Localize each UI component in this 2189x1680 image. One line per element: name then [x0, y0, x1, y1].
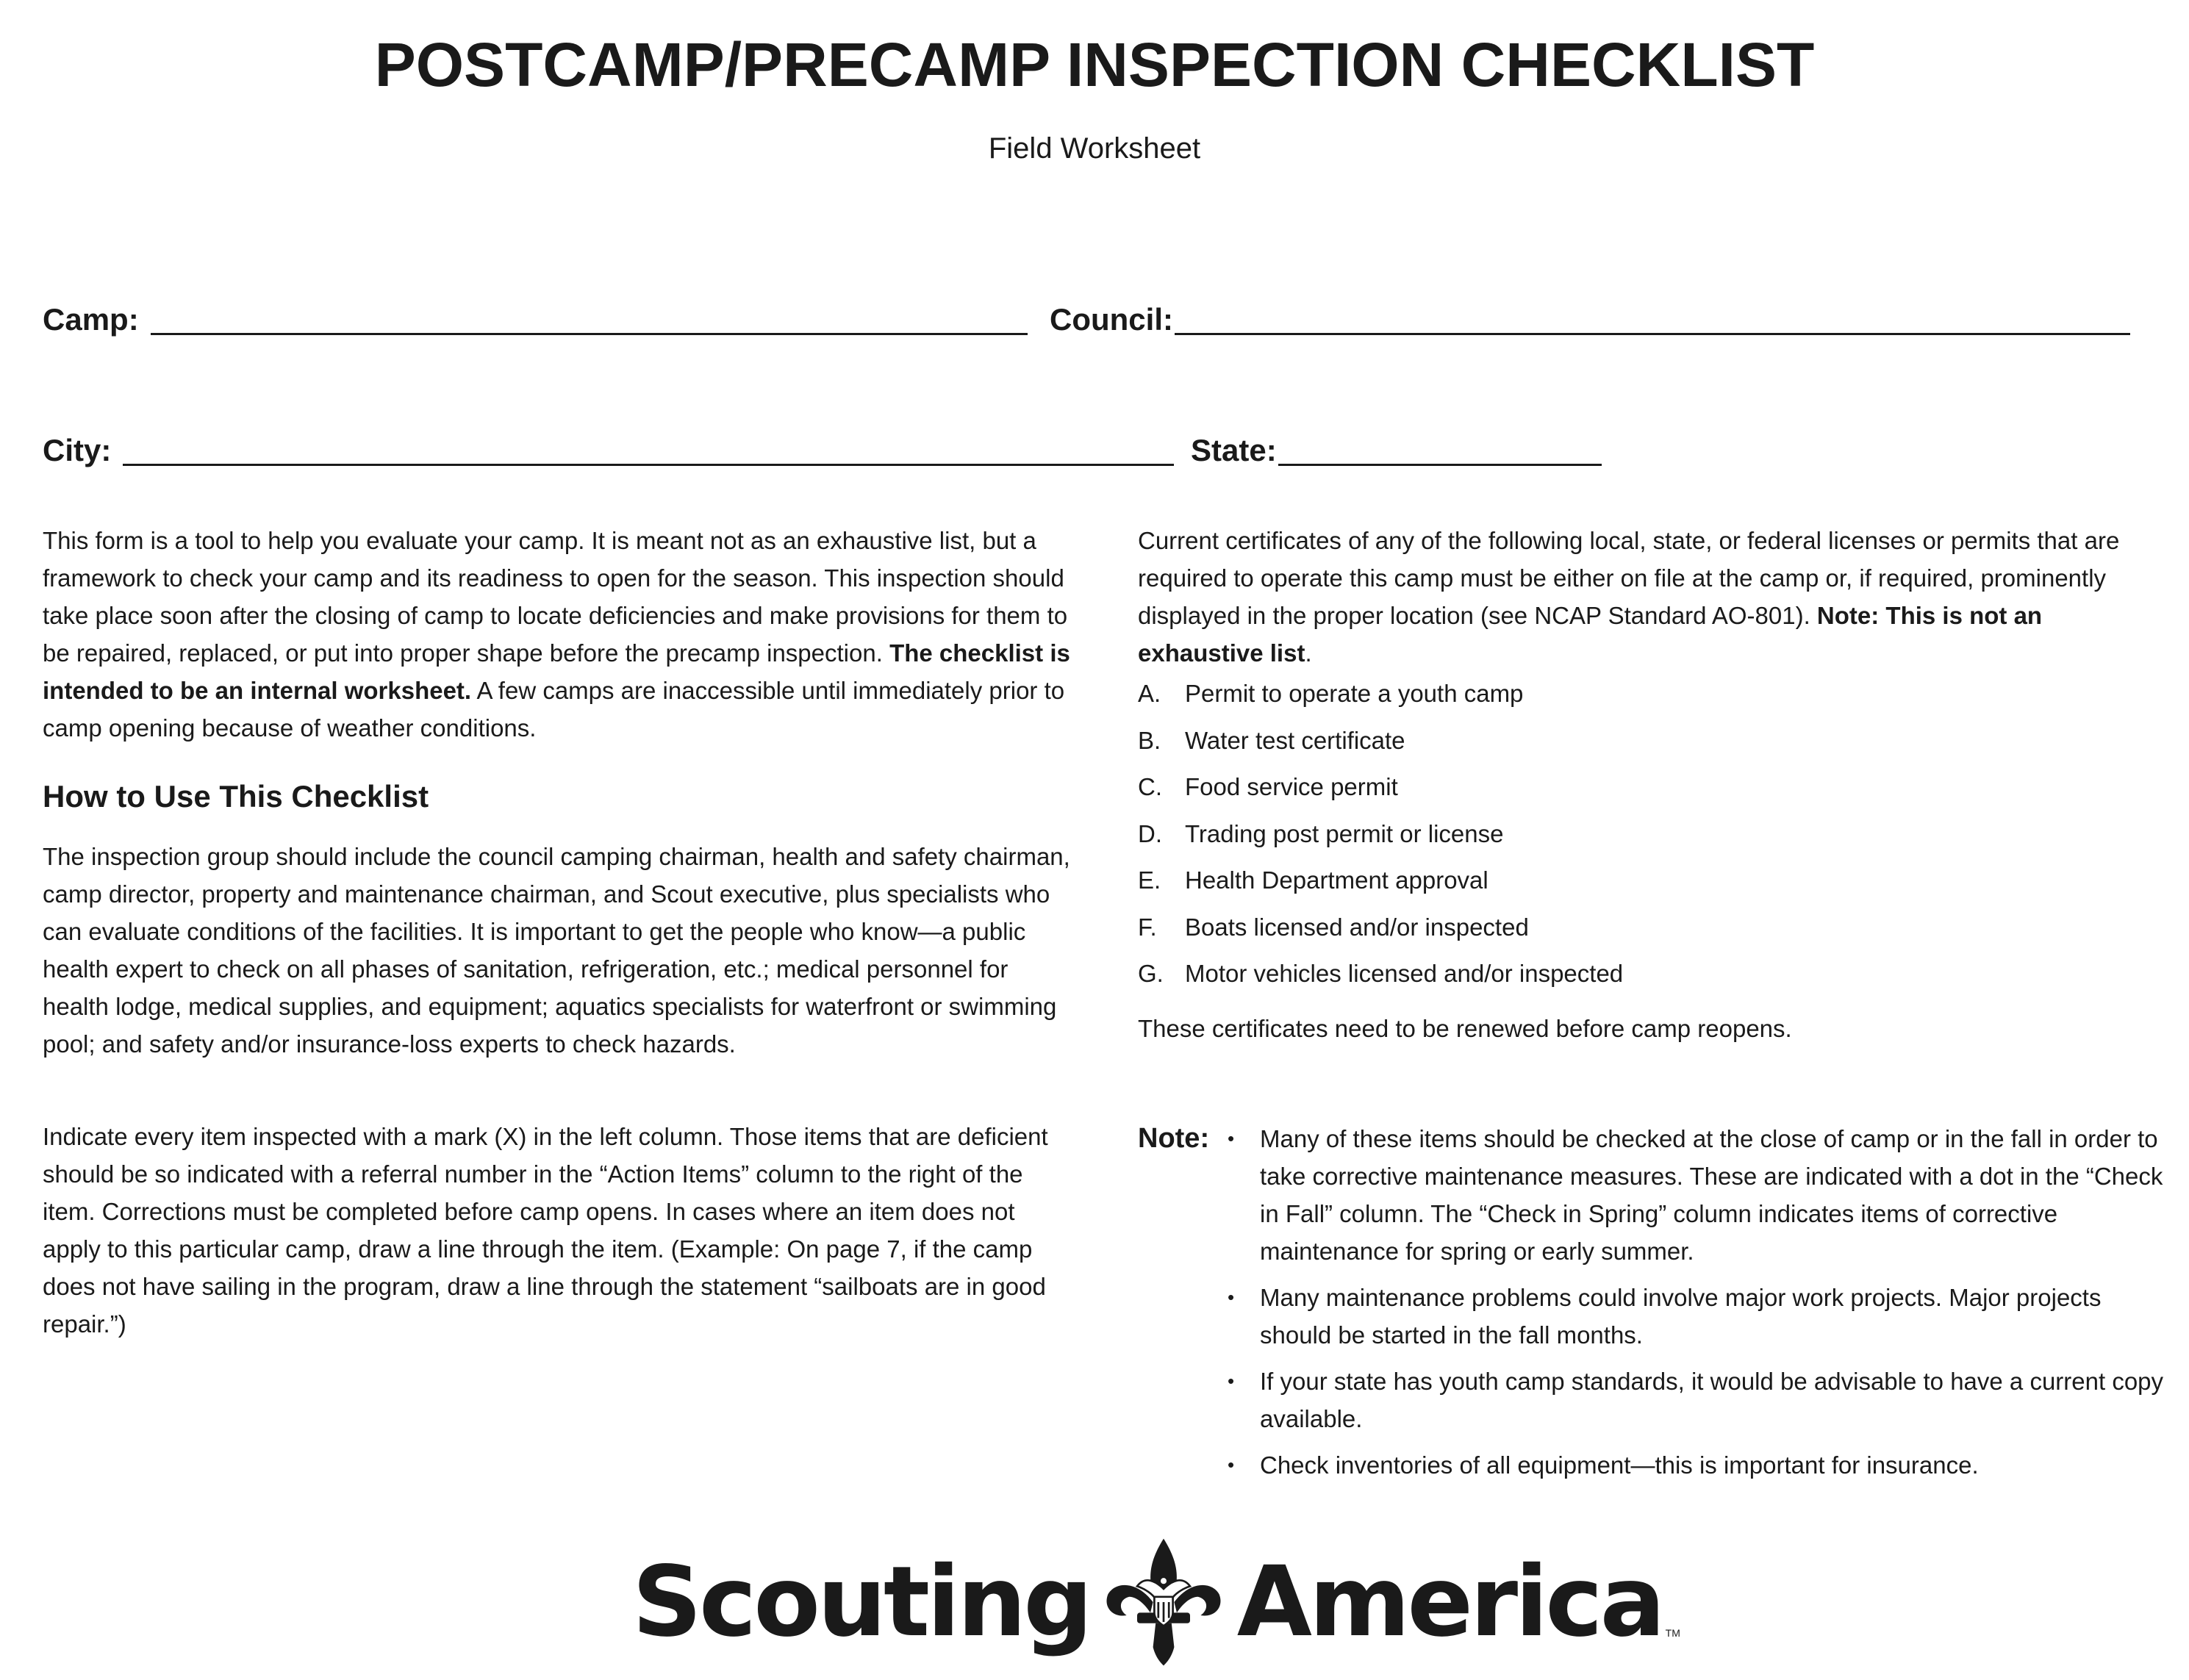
- list-item: [1228, 1279, 2168, 1354]
- camp-label: Camp:: [43, 302, 139, 337]
- list-item-text: If your state has youth camp standards, it would be advisable to have a current copy available.: [1260, 1368, 2164, 1432]
- council-input-line[interactable]: [1175, 326, 2130, 335]
- logo-word-left: Scouting: [632, 1546, 1090, 1659]
- list-item: [1138, 861, 2152, 908]
- list-item: [1138, 768, 2152, 815]
- list-item: [1228, 1446, 2168, 1484]
- page-subtitle: Field Worksheet: [988, 132, 1201, 165]
- list-item-letter: E.: [1138, 866, 1161, 894]
- note-label: Note:: [1138, 1123, 1210, 1154]
- certificates-intro-text: Current certificates of any of the following local, state, or federal licenses or permits that are required to operate this camp must be either on file at the camp or, if required, prominently displayed in the proper location (see NCAP Standard AO-801).: [1138, 527, 2120, 629]
- list-item: [1138, 955, 2152, 1002]
- bullet-icon: •: [1228, 1454, 1235, 1476]
- bullet-icon: •: [1228, 1286, 1235, 1308]
- list-item-text: Many maintenance problems could involve major work projects. Major projects should be started in the fall months.: [1260, 1284, 2102, 1349]
- scouting-america-logo: [632, 1536, 1680, 1668]
- list-item-letter: F.: [1138, 913, 1157, 941]
- state-field: [1191, 425, 1602, 469]
- list-item-letter: G.: [1138, 960, 1164, 987]
- fleur-de-lis-eagle-icon: [1097, 1536, 1230, 1668]
- list-item-letter: A.: [1138, 680, 1161, 707]
- intro-text: This form is a tool to help you evaluate your camp. It is meant not as an exhaustive list, but a framework to check your camp and its readiness to open for the season. This inspection should take place soon after the closing of camp to locate deficiencies and make provisions for them to be repaired, replaced, or put into proper shape before the precamp inspection.: [43, 527, 1068, 667]
- notes-list: [1228, 1120, 2168, 1493]
- list-item: [1138, 815, 2152, 862]
- list-item-letter: D.: [1138, 819, 1162, 847]
- certificates-renewal: These certificates need to be renewed before camp reopens.: [1138, 1015, 1792, 1042]
- how-to-paragraph-1: The inspection group should include the council camping chairman, health and safety chairman, camp director, property and maintenance chairman, and Scout executive, plus specialists who can evaluate conditions of the facilities. It is important to get the people who know—a public health expert to check on all phases of sanitation, refrigeration, etc.; medical personnel for health lodge, medical supplies, and equipment; aquatics specialists for waterfront or swimming pool; and safety and/or insurance-loss experts to check hazards.: [43, 843, 1070, 1058]
- list-item-text: Many of these items should be checked at the close of camp or in the fall in order to take corrective maintenance measures. These are indicated with a dot in the “Check in Fall” column. The “Check in Spring” column indicates items of corrective maintenance for spring or early summer.: [1260, 1125, 2163, 1265]
- council-field: [1050, 294, 2130, 338]
- intro-text-end: A few camps are inaccessible until immediately prior to camp opening because of weather conditions.: [43, 677, 1065, 742]
- intro-bold-text: The checklist is intended to be an internal worksheet.: [43, 639, 1070, 704]
- list-item-letter: C.: [1138, 773, 1162, 800]
- list-item-text: Food service permit: [1185, 773, 1398, 800]
- list-item: [1228, 1120, 2168, 1270]
- list-item: [1138, 722, 2152, 769]
- list-item-text: Check inventories of all equipment—this is important for insurance.: [1260, 1451, 1979, 1479]
- logo-word-right: America: [1236, 1546, 1663, 1659]
- state-label: State:: [1191, 433, 1277, 467]
- how-to-heading: How to Use This Checklist: [43, 779, 429, 814]
- city-input-line[interactable]: [123, 456, 1174, 466]
- list-item-letter: B.: [1138, 726, 1161, 754]
- list-item-text: Permit to operate a youth camp: [1185, 680, 1524, 707]
- camp-field: [43, 294, 1028, 338]
- list-item: [1138, 675, 2152, 722]
- state-input-line[interactable]: [1278, 456, 1602, 466]
- council-label: Council:: [1050, 302, 1173, 337]
- camp-input-line[interactable]: [151, 326, 1028, 335]
- certificates-intro-end: .: [1305, 639, 1312, 667]
- certificates-intro-bold: Note: This is not an exhaustive list: [1138, 602, 2043, 667]
- page-title: POSTCAMP/PRECAMP INSPECTION CHECKLIST: [374, 30, 1815, 99]
- list-item: [1138, 908, 2152, 955]
- certificates-list: [1138, 675, 2152, 1002]
- list-item: [1228, 1363, 2168, 1437]
- list-item-text: Boats licensed and/or inspected: [1185, 913, 1529, 941]
- list-item-text: Water test certificate: [1185, 726, 1405, 754]
- list-item-text: Trading post permit or license: [1185, 819, 1504, 847]
- bullet-icon: •: [1228, 1370, 1235, 1392]
- city-field: [43, 425, 1175, 469]
- list-item-text: Motor vehicles licensed and/or inspected: [1185, 960, 1624, 987]
- city-label: City:: [43, 433, 112, 467]
- trademark-mark: TM: [1665, 1627, 1680, 1639]
- intro-paragraph: [43, 522, 1081, 747]
- certificates-intro: [1138, 522, 2160, 672]
- list-item-text: Health Department approval: [1185, 866, 1488, 894]
- bullet-icon: •: [1228, 1127, 1235, 1149]
- how-to-paragraph-2: Indicate every item inspected with a mark (X) in the left column. Those items that are deficient should be so indicated with a referral number in the “Action Items” column to the right of the item. Corrections must be completed before camp opens. In cases where an item does not apply to this particular camp, draw a line through the item. (Example: On page 7, if the camp does not have sailing in the program, draw a line through the statement “sailboats are in good repair.”): [43, 1123, 1048, 1338]
